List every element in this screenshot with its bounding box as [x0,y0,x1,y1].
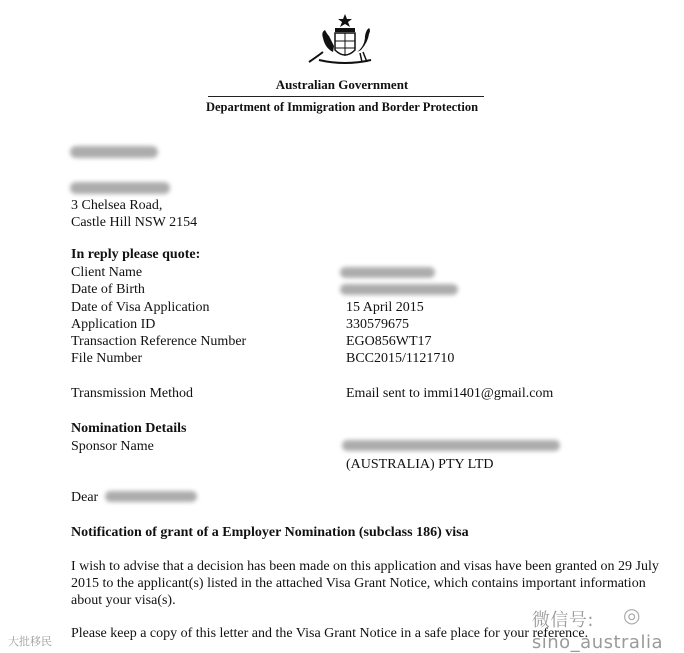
watermark-text: 微信号: sino_australia [531,610,663,653]
redacted-address-line [70,182,170,194]
letter-paragraph-1: I wish to advise that a decision has been made on this application and visas have been granted on 29 July 2015 to the applicant(s) listed in the attached Visa Grant Notice, which contains important information about your visa(s). [71,559,659,608]
wechat-icon: ◎ [623,605,641,627]
address-line-1: 3 Chelsea Road, [71,198,163,213]
row-label-application-id: Application ID [71,317,156,332]
redacted-salutation-name [105,491,197,502]
watermark-left-text: 大批移民 [8,635,52,648]
government-title: Australian Government [275,77,409,92]
redacted-recipient-name [70,146,158,158]
sponsor-value-line-2: (AUSTRALIA) PTY LTD [346,457,494,472]
transmission-label: Transmission Method [71,386,194,401]
department-title: Department of Immigration and Border Protection [205,100,479,114]
row-value-file-number: BCC2015/1121710 [346,351,455,366]
row-label-transaction-ref: Transaction Reference Number [71,334,247,349]
letter-paragraph-2: Please keep a copy of this letter and the Visa Grant Notice in a safe place for your reference. [71,626,589,641]
row-value-application-id: 330579675 [346,317,409,332]
reply-heading: In reply please quote: [71,247,201,262]
coat-of-arms-emblem [305,12,385,68]
header-divider [208,96,484,97]
letter-subject: Notification of grant of a Employer Nomination (subclass 186) visa [71,525,469,540]
sponsor-label: Sponsor Name [71,439,154,454]
redacted-dob [340,284,458,295]
salutation: Dear [71,490,99,505]
redacted-sponsor-name [342,440,560,451]
row-label-visa-application-date: Date of Visa Application [71,300,210,315]
nomination-heading: Nomination Details [71,421,187,436]
row-value-visa-application-date: 15 April 2015 [346,300,424,315]
row-label-dob: Date of Birth [71,282,145,297]
row-label-file-number: File Number [71,351,143,366]
transmission-value: Email sent to immi1401@gmail.com [346,386,554,401]
row-label-client-name: Client Name [71,265,143,280]
address-line-2: Castle Hill NSW 2154 [71,215,198,230]
redacted-client-name [340,267,435,278]
row-value-transaction-ref: EGO856WT17 [346,334,432,349]
